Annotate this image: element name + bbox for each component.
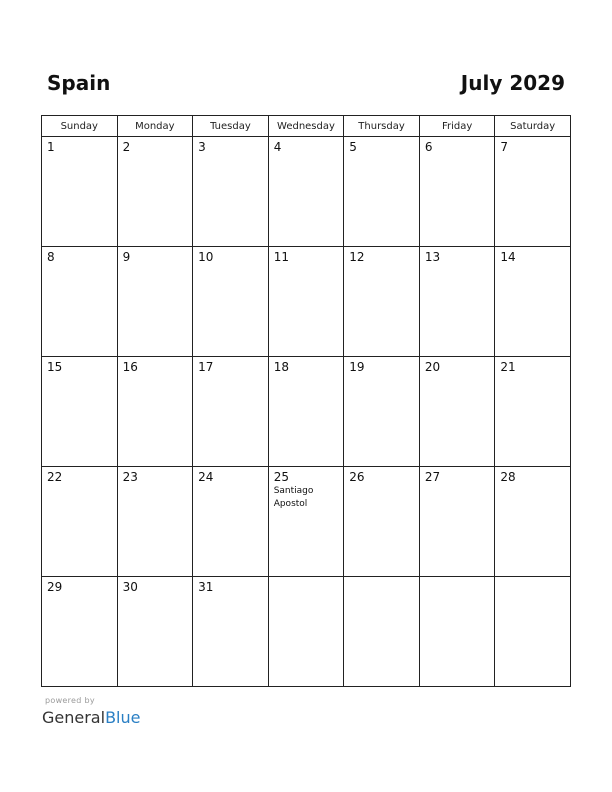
day-number: 12: [349, 250, 365, 264]
day-number: 13: [424, 250, 441, 264]
day-number: 3: [198, 140, 206, 154]
weekday-friday: Friday: [419, 116, 495, 137]
day-number: 20: [424, 360, 441, 374]
day-number: 8: [47, 250, 55, 264]
day-cell: [42, 247, 118, 357]
day-number: 14: [500, 250, 516, 264]
day-cell: [117, 137, 193, 247]
powered-by-text: powered by: [45, 696, 95, 705]
day-number: 19: [349, 360, 365, 374]
calendar-grid: [41, 115, 571, 687]
weekday-saturday: Saturday: [495, 116, 571, 137]
day-number: 17: [198, 360, 214, 374]
weekday-thursday: Thursday: [344, 116, 420, 137]
day-number: 10: [198, 250, 214, 264]
day-cell: [344, 467, 420, 577]
day-cell: [419, 137, 495, 247]
day-cell: [117, 467, 193, 577]
day-number: [269, 577, 344, 580]
day-cell: [193, 357, 269, 467]
day-cell: [495, 247, 571, 357]
week-row: [42, 577, 571, 687]
weekday-monday: Monday: [117, 116, 193, 137]
day-cell: [495, 467, 571, 577]
day-cell: [268, 137, 344, 247]
brand-text-general: General: [42, 708, 106, 727]
day-cell-empty: [495, 577, 571, 687]
day-cell-empty: [344, 577, 420, 687]
day-cell-empty: [419, 577, 495, 687]
day-cell: [268, 357, 344, 467]
day-number: 30: [122, 580, 138, 594]
day-cell: [344, 137, 420, 247]
day-cell: [419, 467, 495, 577]
day-number: 15: [47, 360, 63, 374]
day-number: 9: [122, 250, 131, 264]
day-cell: [117, 247, 193, 357]
week-row: [42, 357, 571, 467]
day-cell-holiday: [268, 467, 344, 577]
day-cell: [193, 247, 269, 357]
day-cell: [117, 357, 193, 467]
day-number: 26: [349, 470, 365, 484]
day-number: 23: [122, 470, 138, 484]
day-cell: [419, 357, 495, 467]
week-row: [42, 247, 571, 357]
week-row: [42, 137, 571, 247]
day-number: 27: [424, 470, 441, 484]
brand-text-blue: Blue: [105, 708, 141, 727]
day-cell: [42, 467, 118, 577]
day-cell: [495, 357, 571, 467]
day-number: 4: [273, 140, 282, 154]
generalblue-logo: [42, 708, 140, 728]
day-number: 1: [47, 140, 55, 154]
holiday-label: Santiago Apostol: [273, 486, 314, 509]
weekday-tuesday: Tuesday: [193, 116, 269, 137]
weekday-header-row: [42, 116, 571, 137]
day-cell: [42, 357, 118, 467]
day-number: 18: [273, 360, 289, 374]
country-title: Spain: [47, 71, 111, 95]
day-number: 16: [122, 360, 138, 374]
branding-footer: [42, 696, 140, 728]
day-number: 2: [122, 140, 131, 154]
day-number: 25: [273, 470, 289, 484]
day-number: 21: [500, 360, 516, 374]
day-number: 5: [349, 140, 357, 154]
day-cell: [268, 247, 344, 357]
weekday-sunday: Sunday: [42, 116, 118, 137]
day-number: [495, 577, 570, 580]
day-number: 7: [500, 140, 509, 154]
day-number: 28: [500, 470, 516, 484]
day-cell: [193, 137, 269, 247]
day-cell: [117, 577, 193, 687]
day-number: [420, 577, 495, 580]
day-number: [344, 577, 419, 580]
day-cell: [42, 577, 118, 687]
weekday-wednesday: Wednesday: [268, 116, 344, 137]
day-cell: [42, 137, 118, 247]
month-year-title: July 2029: [460, 71, 565, 95]
day-cell: [419, 247, 495, 357]
day-cell: [344, 357, 420, 467]
week-row: [42, 467, 571, 577]
day-cell: [193, 577, 269, 687]
day-number: 22: [47, 470, 63, 484]
day-number: 29: [47, 580, 63, 594]
day-number: 31: [198, 580, 214, 594]
day-cell: [344, 247, 420, 357]
day-cell-empty: [268, 577, 344, 687]
day-cell: [193, 467, 269, 577]
day-number: 24: [198, 470, 214, 484]
day-number: 11: [273, 250, 289, 264]
day-number: 6: [424, 140, 433, 154]
day-cell: [495, 137, 571, 247]
